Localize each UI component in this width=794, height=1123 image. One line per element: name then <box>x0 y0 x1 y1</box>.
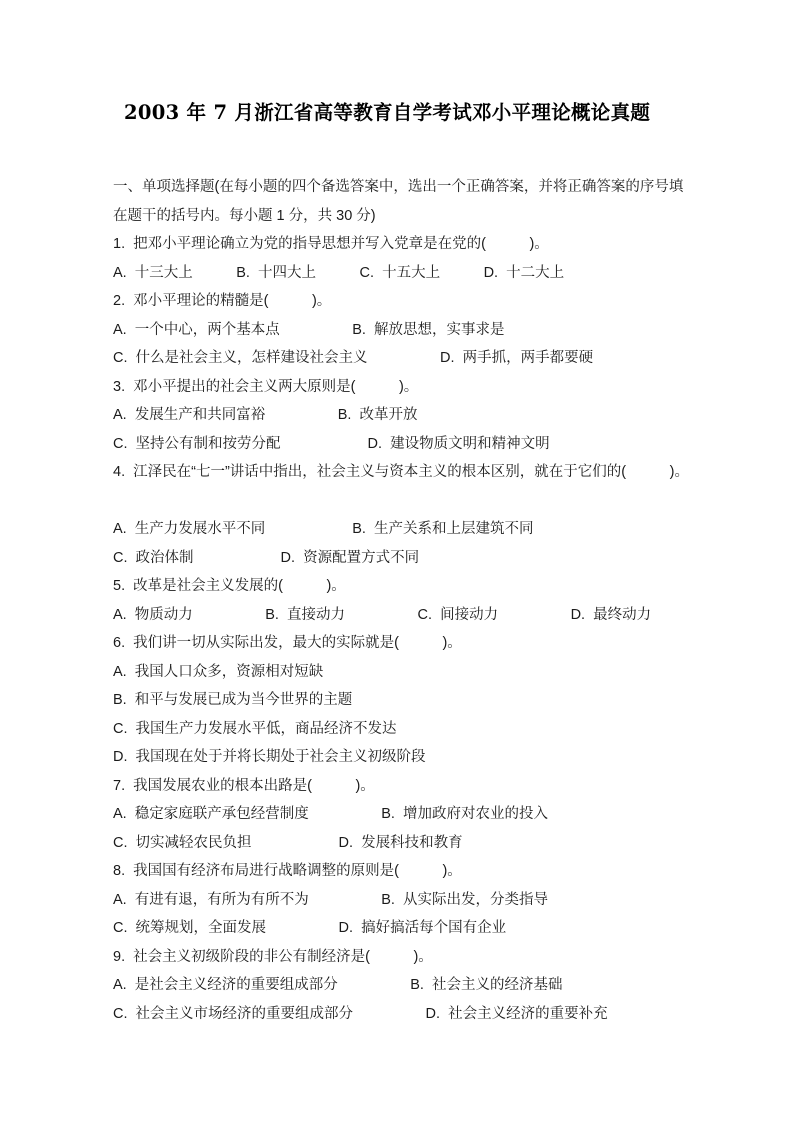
option-line: C. 社会主义市场经济的重要组成部分 D. 社会主义经济的重要补充 <box>113 1005 608 1022</box>
question-9 <box>113 943 754 1029</box>
exam-body <box>113 173 754 1028</box>
section-intro-line-2: 在题干的括号内。每小题 1 分，共 30 分) <box>113 207 376 224</box>
question-stem: 4. 江泽民在“七一”讲话中指出，社会主义与资本主义的根本区别，就在于它们的( )。 <box>113 464 689 480</box>
option-line: A. 十三大上 B. 十四大上 C. 十五大上 D. 十二大上 <box>113 264 565 281</box>
option-line: C. 坚持公有制和按劳分配 D. 建设物质文明和精神文明 <box>113 435 550 452</box>
question-stem: 3. 邓小平提出的社会主义两大原则是( )。 <box>113 378 419 395</box>
question-2 <box>113 287 754 373</box>
option-line: A. 有进有退，有所为有所不为 B. 从实际出发，分类指导 <box>113 891 549 908</box>
question-stem: 9. 社会主义初级阶段的非公有制经济是( )。 <box>113 948 433 965</box>
section-heading <box>113 173 754 230</box>
question-stem: 5. 改革是社会主义发展的( )。 <box>113 578 346 594</box>
question-4 <box>113 458 754 572</box>
option-line: C. 什么是社会主义，怎样建设社会主义 D. 两手抓，两手都要硬 <box>113 350 594 366</box>
option-line: A. 生产力发展水平不同 B. 生产关系和上层建筑不同 <box>113 521 534 537</box>
option-line: A. 物质动力 B. 直接动力 C. 间接动力 D. 最终动力 <box>113 606 652 623</box>
question-1 <box>113 230 754 287</box>
question-stem: 6. 我们讲一切从实际出发，最大的实际就是( )。 <box>113 635 462 651</box>
question-stem: 2. 邓小平理论的精髓是( )。 <box>113 293 332 309</box>
question-stem: 1. 把邓小平理论确立为党的指导思想并写入党章是在党的( )。 <box>113 236 549 252</box>
question-7 <box>113 772 754 858</box>
option-line: C. 统筹规划，全面发展 D. 搞好搞活每个国有企业 <box>113 920 507 936</box>
option-line: C. 政治体制 D. 资源配置方式不同 <box>113 549 420 566</box>
blank-line <box>113 487 754 516</box>
question-stem: 8. 我国国有经济布局进行战略调整的原则是( )。 <box>113 863 462 879</box>
option-line: A. 一个中心，两个基本点 B. 解放思想，实事求是 <box>113 321 505 338</box>
option-line: B. 和平与发展已成为当今世界的主题 <box>113 692 353 708</box>
option-line: A. 我国人口众多，资源相对短缺 <box>113 663 324 680</box>
option-line: C. 我国生产力发展水平低，商品经济不发达 <box>113 720 397 737</box>
option-line: C. 切实减轻农民负担 D. 发展科技和教育 <box>113 834 463 851</box>
option-line: A. 稳定家庭联产承包经营制度 B. 增加政府对农业的投入 <box>113 806 549 822</box>
question-8 <box>113 857 754 943</box>
section-intro-line-1: 一、单项选择题(在每小题的四个备选答案中，选出一个正确答案，并将正确答案的序号填 <box>113 179 684 195</box>
option-line: A. 发展生产和共同富裕 B. 改革开放 <box>113 407 418 423</box>
question-stem: 7. 我国发展农业的根本出路是( )。 <box>113 777 375 794</box>
page-title: 2003 年 7 月浙江省高等教育自学考试邓小平理论概论真题 <box>124 101 651 124</box>
question-5 <box>113 572 754 629</box>
option-line: A. 是社会主义经济的重要组成部分 B. 社会主义的经济基础 <box>113 977 563 993</box>
question-3 <box>113 373 754 459</box>
question-6 <box>113 629 754 772</box>
option-line: D. 我国现在处于并将长期处于社会主义初级阶段 <box>113 749 426 765</box>
